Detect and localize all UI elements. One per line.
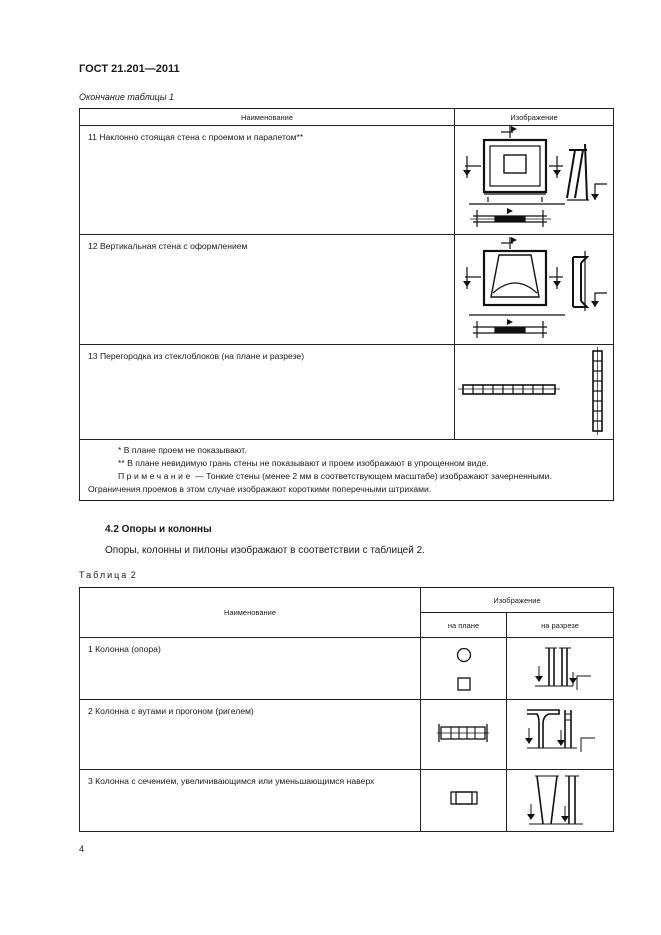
table-row xyxy=(80,235,614,345)
vertical-wall-drawing xyxy=(455,235,613,344)
t2-row1-section xyxy=(507,638,614,700)
t2-row2-label: 2 Колонна с вутами и прогоном (ригелем) xyxy=(80,700,421,770)
column-plan-drawing xyxy=(421,638,506,699)
note-text: — Тонкие стены (менее 2 мм в соответствующем масштабе) изображают зачерненными. xyxy=(192,471,552,481)
table2-caption xyxy=(79,570,136,580)
table1-header-image: Изображение xyxy=(455,109,614,126)
document-header: ГОСТ 21.201—2011 xyxy=(79,63,180,75)
t2-row2-section xyxy=(507,700,614,770)
table1-continuation-caption: Окончание таблицы 1 xyxy=(79,92,174,102)
table1-notes-row xyxy=(80,440,614,501)
section-title: 4.2 Опоры и колонны xyxy=(105,524,212,535)
table2-subheader-section: на разрезе xyxy=(507,613,614,638)
inclined-wall-drawing xyxy=(455,126,613,234)
t2-row2-plan xyxy=(421,700,507,770)
table2-caption-word: Таблица xyxy=(79,570,129,580)
t2-row3-label: 3 Колонна с сечением, увеличивающимся или уменьшающимся наверх xyxy=(80,770,421,832)
t2-row3-section xyxy=(507,770,614,832)
t2-row1-label: 1 Колонна (опора) xyxy=(80,638,421,700)
note-line-2: Ограничения проемов в этом случае изображают короткими поперечными штрихами. xyxy=(88,484,432,494)
table1 xyxy=(79,108,614,501)
column-with-haunches-plan-drawing xyxy=(421,700,506,769)
table1-header-name: Наименование xyxy=(80,109,455,126)
row12-image xyxy=(455,235,614,345)
footnote-1: * В плане проем не показывают. xyxy=(118,445,247,455)
t2-row1-plan xyxy=(421,638,507,700)
glass-block-partition-drawing xyxy=(455,345,613,439)
table-row xyxy=(80,345,614,440)
table-row xyxy=(80,700,614,770)
note-line xyxy=(88,470,607,483)
table-row xyxy=(80,638,614,700)
note-label: Примечание xyxy=(118,471,193,481)
tapered-column-plan-drawing xyxy=(421,770,506,831)
page-number: 4 xyxy=(79,844,85,854)
table2-header-name: Наименование xyxy=(80,588,421,638)
row13-label: 13 Перегородка из стеклоблоков (на плане и разрезе) xyxy=(80,345,455,440)
row13-image xyxy=(455,345,614,440)
t2-row3-plan xyxy=(421,770,507,832)
column-with-haunches-section-drawing xyxy=(507,700,613,769)
row11-image xyxy=(455,126,614,235)
table-row xyxy=(80,126,614,235)
row12-label: 12 Вертикальная стена с оформлением xyxy=(80,235,455,345)
table-row xyxy=(80,770,614,832)
tapered-column-section-drawing xyxy=(507,770,613,831)
footnote-2: ** В плане невидимую грань стены не показывают и проем изображают в упрощенном виде. xyxy=(118,458,489,468)
table2-header-image: Изображение xyxy=(421,588,614,613)
table2 xyxy=(79,587,614,832)
row11-label: 11 Наклонно стоящая стена с проемом и парапетом** xyxy=(80,126,455,235)
section-paragraph: Опоры, колонны и пилоны изображают в соответствии с таблицей 2. xyxy=(105,545,425,556)
table2-subheader-plan: на плане xyxy=(421,613,507,638)
table2-caption-num: 2 xyxy=(128,570,136,580)
table1-notes xyxy=(80,440,614,501)
column-section-drawing xyxy=(507,638,613,699)
